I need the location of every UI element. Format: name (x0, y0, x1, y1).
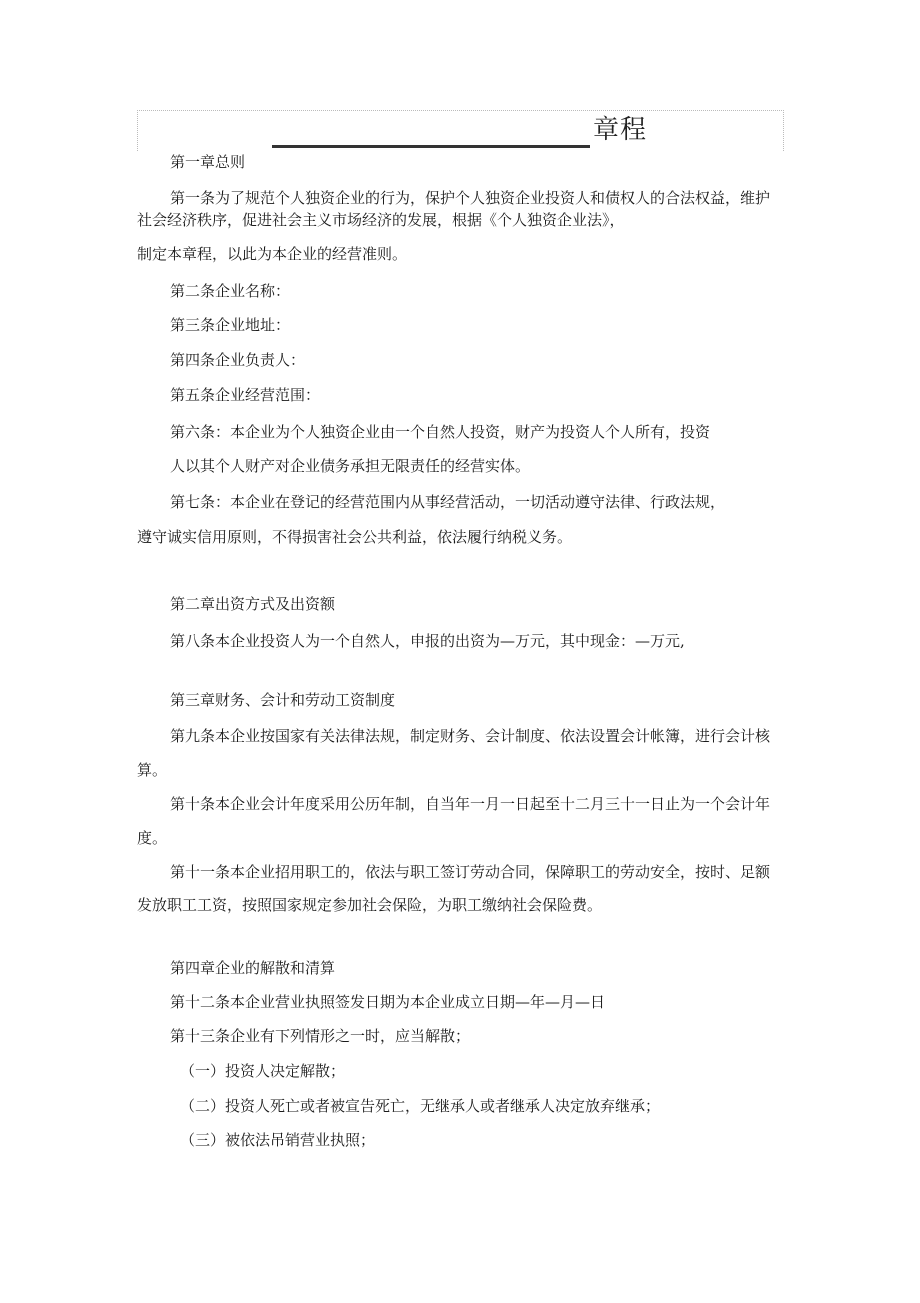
clause-3: （三）被依法吊销营业执照； (180, 1131, 376, 1149)
article-5: 第五条企业经营范围： (170, 386, 321, 404)
article-4: 第四条企业负责人： (170, 351, 306, 369)
article-1-line-3: 制定本章程，以此为本企业的经营准则。 (137, 245, 408, 263)
article-13: 第十三条企业有下列情形之一时，应当解散； (170, 1027, 471, 1045)
article-11-line-2: 发放职工工资，按照国家规定参加社会保险，为职工缴纳社会保险费。 (137, 896, 603, 914)
chapter-2-heading: 第二章出资方式及出资额 (170, 595, 336, 613)
article-10-line-1: 第十条本企业会计年度采用公历年制，自当年一月一日起至十二月三十一日止为一个会计年 (170, 795, 771, 813)
article-1-line-1: 第一条为了规范个人独资企业的行为，保护个人独资企业投资人和债权人的合法权益，维护 (170, 189, 771, 207)
article-7-line-2: 遵守诚实信用原则，不得损害社会公共利益，依法履行纳税义务。 (137, 528, 573, 546)
chapter-3-heading: 第三章财务、会计和劳动工资制度 (170, 691, 396, 709)
article-11-line-1: 第十一条本企业招用职工的，依法与职工签订劳动合同，保障职工的劳动安全，按时、足额 (170, 863, 771, 881)
article-9-line-1: 第九条本企业按国家有关法律法规，制定财务、会计制度、依法设置会计帐簿，进行会计核 (170, 727, 771, 745)
article-6-line-1: 第六条：本企业为个人独资企业由一个自然人投资，财产为投资人个人所有，投资 (170, 423, 711, 441)
article-3: 第三条企业地址： (170, 316, 291, 334)
document-title: 章程 (593, 115, 648, 145)
company-name-blank (272, 145, 590, 148)
article-12: 第十二条本企业营业执照签发日期为本企业成立日期—年—月—日 (170, 993, 606, 1011)
article-2: 第二条企业名称： (170, 282, 291, 300)
clause-1: （一）投资人决定解散； (180, 1062, 346, 1080)
chapter-1-heading: 第一章总则 (170, 153, 246, 171)
clause-2: （二）投资人死亡或者被宣告死亡，无继承人或者继承人决定放弃继承； (180, 1097, 661, 1115)
article-6-line-2: 人以其个人财产对企业债务承担无限责任的经营实体。 (170, 457, 531, 475)
article-7-line-1: 第七条：本企业在登记的经营范围内从事经营活动，一切活动遵守法律、行政法规， (170, 493, 726, 511)
article-8: 第八条本企业投资人为一个自然人，申报的出资为—万元，其中现金：—万元, (170, 632, 685, 650)
article-9-line-2: 算。 (137, 761, 168, 779)
article-1-line-2: 社会经济秩序，促进社会主义市场经济的发展，根据《个人独资企业法》， (137, 211, 625, 229)
chapter-4-heading: 第四章企业的解散和清算 (170, 959, 336, 977)
article-10-line-2: 度。 (137, 829, 168, 847)
